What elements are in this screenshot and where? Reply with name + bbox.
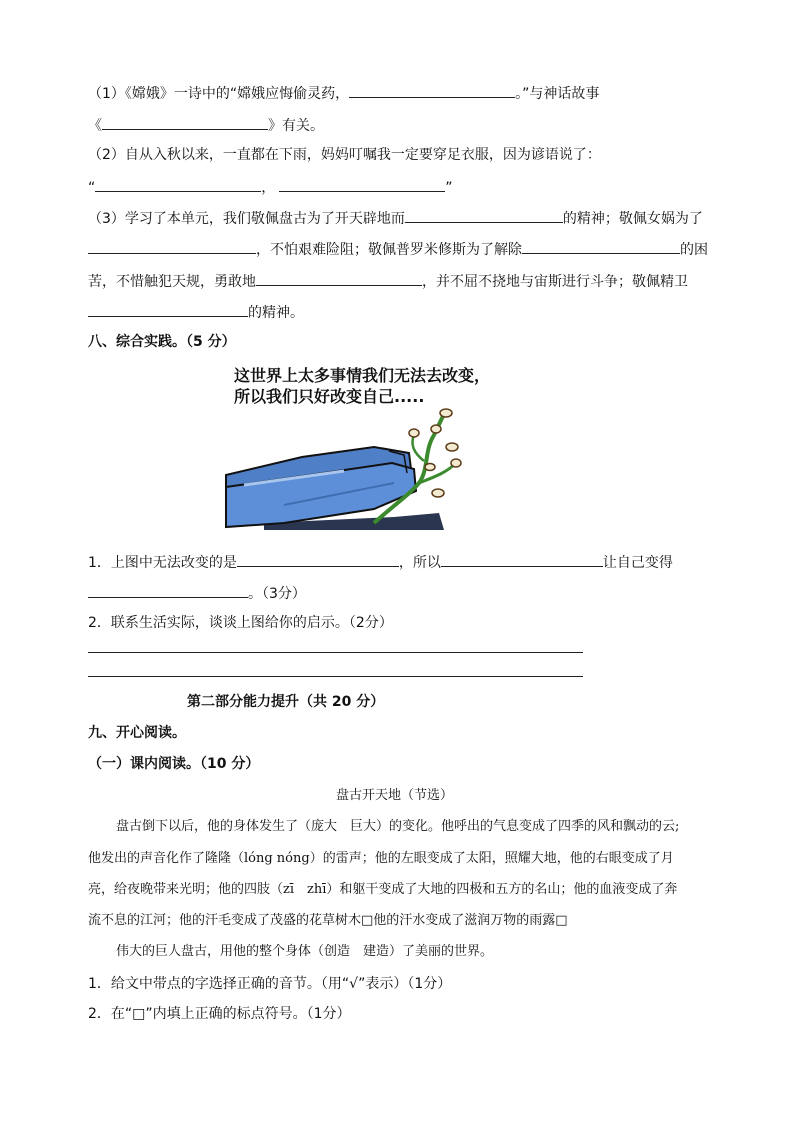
q7-line-7 bbox=[88, 270, 688, 292]
blank-1[interactable] bbox=[349, 82, 515, 98]
q7-s1-text-c: 《 bbox=[88, 118, 102, 134]
blank-8[interactable] bbox=[256, 270, 422, 286]
q9-heading: 九、开心阅读。 bbox=[88, 725, 186, 741]
quote-close: ” bbox=[445, 180, 453, 196]
blank-5[interactable] bbox=[405, 207, 563, 223]
q7-s2-intro: （2）自从入秋以来，一直都在下雨，妈妈叮嘱我一定要穿足衣服，因为谚语说了： bbox=[88, 147, 601, 163]
blank-6[interactable] bbox=[88, 238, 256, 254]
q7-s3-text-b: 的精神；敬佩女娲为了 bbox=[562, 211, 703, 227]
rock-and-plant-cartoon bbox=[224, 405, 464, 530]
blank-11[interactable] bbox=[441, 551, 603, 567]
exercise-1: 1．给文中带点的字选择正确的音节。（用“√”表示）（1分） bbox=[88, 976, 452, 992]
cartoon-caption-1: 这世界上太多事情我们无法去改变， bbox=[234, 366, 491, 385]
blank-7[interactable] bbox=[522, 238, 680, 254]
q7-s1-text-a: （1）《嫦娥》一诗中的“嫦娥应悔偷灵药， bbox=[88, 86, 350, 102]
q8-1-text-d: 。（3分） bbox=[248, 586, 306, 602]
passage-paragraph-2: 伟大的巨人盘古，用他的整个身体（创造 建造）了美丽的世界。 bbox=[116, 944, 494, 959]
q7-s3-text-g: 的精神。 bbox=[248, 305, 304, 321]
q7-s3-text-e: 苦，不惜触犯天规，勇敢地 bbox=[88, 274, 256, 290]
blank-10[interactable] bbox=[237, 551, 399, 567]
passage-line-3: 亮，给夜晚带来光明；他的四肢（zī zhī）和躯干变成了大地的四极和五方的名山；他的血液变成了奔 bbox=[88, 882, 678, 897]
blank-9[interactable] bbox=[88, 301, 248, 317]
q8-1-text-b: ，所以 bbox=[398, 555, 441, 571]
q8-item-1 bbox=[88, 551, 673, 573]
q7-line-6 bbox=[88, 238, 708, 260]
q7-line-4 bbox=[88, 176, 453, 198]
answer-line-1[interactable] bbox=[88, 652, 583, 653]
blank-2[interactable] bbox=[102, 114, 268, 130]
blank-12[interactable] bbox=[88, 582, 248, 598]
passage-line-2: 他发出的声音化作了隆隆（lóng nóng）的雷声；他的左眼变成了太阳，照耀大地，他的右眼变成了月 bbox=[88, 851, 674, 866]
q7-line-3 bbox=[88, 145, 601, 165]
q7-line-1 bbox=[88, 82, 599, 104]
q7-line-8 bbox=[88, 301, 304, 323]
q8-item-1-cont bbox=[88, 582, 306, 604]
part2-title: 第二部分能力提升（共 20 分） bbox=[187, 694, 385, 710]
q7-line-2 bbox=[88, 114, 324, 136]
passage-title: 盘古开天地（节选） bbox=[336, 788, 454, 803]
q7-s3-text-a: （3）学习了本单元，我们敬佩盘古为了开天辟地而 bbox=[88, 211, 405, 227]
answer-line-2[interactable] bbox=[88, 676, 583, 677]
q7-s3-text-f: ，并不屈不挠地与宙斯进行斗争；敬佩精卫 bbox=[422, 274, 688, 290]
quote-open: “ bbox=[88, 180, 96, 196]
q8-heading: 八、综合实践。（5 分） bbox=[88, 334, 236, 350]
q8-1-text-a: 1．上图中无法改变的是 bbox=[88, 555, 237, 571]
q8-item-2: 2．联系生活实际，谈谈上图给你的启示。（2分） bbox=[88, 615, 393, 631]
q8-1-text-c: 让自己变得 bbox=[602, 555, 673, 571]
q7-line-5 bbox=[88, 207, 703, 229]
q7-s1-text-b: 。”与神话故事 bbox=[515, 86, 600, 102]
comma: ， bbox=[261, 180, 276, 196]
q7-s1-text-d: 》有关。 bbox=[268, 118, 324, 134]
exercise-2: 2．在“□”内填上正确的标点符号。（1分） bbox=[88, 1006, 351, 1022]
passage-line-1: 盘古倒下以后，他的身体发生了（庞大 巨大）的变化。他呼出的气息变成了四季的风和飘动的云; bbox=[116, 819, 680, 834]
blank-4[interactable] bbox=[279, 176, 445, 192]
blank-3[interactable] bbox=[95, 176, 261, 192]
cartoon-caption-2: 所以我们只好改变自己..... bbox=[234, 387, 425, 406]
passage-line-4: 流不息的江河；他的汗毛变成了茂盛的花草树木□他的汗水变成了滋润万物的雨露□ bbox=[88, 913, 568, 928]
q7-s3-text-d: 的困 bbox=[680, 242, 708, 258]
q7-s3-text-c: ，不怕艰难险阻；敬佩普罗米修斯为了解除 bbox=[256, 242, 522, 258]
section-heading-in-class-reading: （一）课内阅读。（10 分） bbox=[88, 756, 260, 772]
